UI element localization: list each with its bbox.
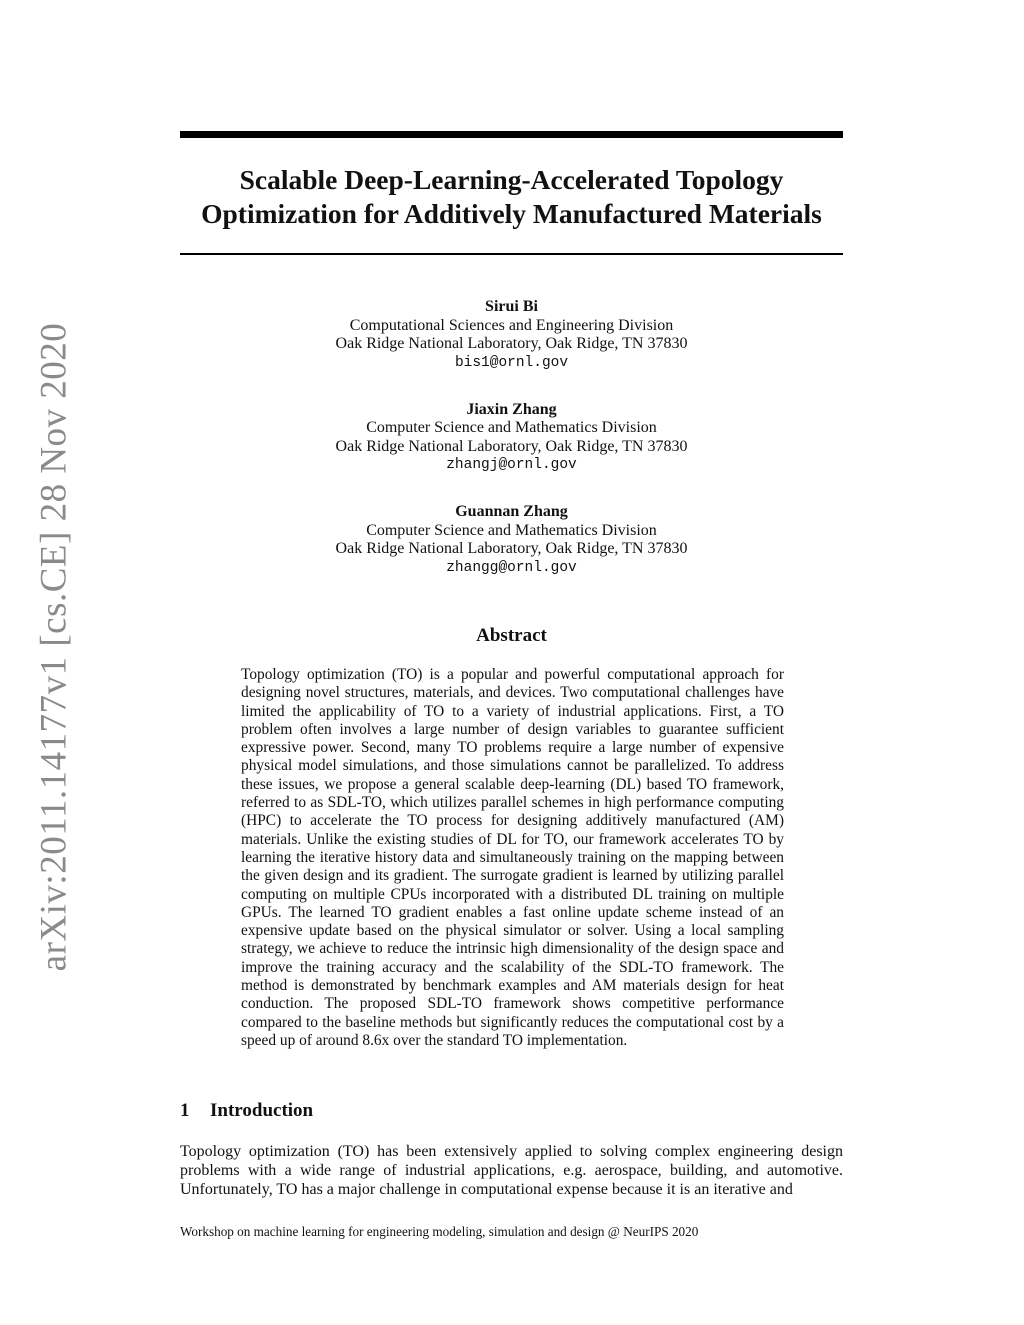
- section-title: Introduction: [210, 1100, 314, 1121]
- title-bottom-rule: [180, 253, 843, 255]
- author-lab: Oak Ridge National Laboratory, Oak Ridge, TN 37830: [335, 335, 688, 352]
- footer-venue: Workshop on machine learning for engineering modeling, simulation and design @ NeurIPS 2020: [180, 1224, 699, 1239]
- title-line-1: Scalable Deep-Learning-Accelerated Topology: [239, 164, 784, 195]
- arxiv-identifier: arXiv:2011.14177v1 [cs.CE] 28 Nov 2020: [33, 322, 75, 972]
- author-division: Computer Science and Mathematics Division: [366, 419, 657, 436]
- title-line-2: Optimization for Additively Manufactured Materials: [201, 198, 822, 229]
- author-block: [180, 503, 843, 577]
- author-block: [180, 298, 843, 372]
- section-heading: [180, 1100, 313, 1122]
- author-block: [180, 401, 843, 475]
- author-lab: Oak Ridge National Laboratory, Oak Ridge, TN 37830: [335, 540, 688, 557]
- title-top-rule: [180, 131, 843, 138]
- author-name: Guannan Zhang: [455, 503, 568, 520]
- author-name: Sirui Bi: [485, 298, 538, 315]
- author-list: [180, 298, 843, 606]
- author-email[interactable]: zhangg@ornl.gov: [446, 559, 577, 576]
- section-number: 1: [180, 1100, 190, 1121]
- paper-title: [180, 163, 843, 231]
- abstract-heading: Abstract: [476, 625, 547, 646]
- author-email[interactable]: zhangj@ornl.gov: [446, 457, 577, 473]
- author-division: Computational Sciences and Engineering Division: [349, 316, 674, 334]
- author-email[interactable]: bis1@ornl.gov: [454, 354, 569, 371]
- abstract-text: Topology optimization (TO) is a popular and powerful computational approach for designing novel structures, materials, and devices. Two computational challenges have limited the applicability of TO to a variety of industrial applications. First, a TO problem often involves a large number of design variables to guarantee sufficient expressive power. Second, many TO problems require a large number of expensive physical model simulations, and those simulations cannot be parallelized. To address these issues, we propose a general scalable deep-learning (DL) based TO framework, referred to as SDL-TO, which utilizes parallel schemes in high performance computing (HPC) to accelerate the TO process for designing additively manufactured (AM) materials. Unlike the existing studies of DL for TO, our framework accelerates TO by learning the iterative history data and simultaneously training on the mapping between the given design and its gradient. The surrogate gradient is learned by utilizing parallel computing on multiple CPUs incorporated with a distributed DL training on multiple GPUs. The learned TO gradient enables a fast online update scheme instead of an expensive update based on the physical simulator or solver. Using a local sampling strategy, we achieve to reduce the intrinsic high dimensionality of the design space and improve the training accuracy and the scalability of the SDL-TO framework. The method is demonstrated by benchmark examples and AM materials design for heat conduction. The proposed SDL-TO framework shows competitive performance compared to the baseline methods but significantly reduces the computational cost by a speed up of around 8.6x over the standard TO implementation.: [241, 666, 784, 1049]
- author-lab: Oak Ridge National Laboratory, Oak Ridge, TN 37830: [335, 437, 688, 455]
- author-division: Computer Science and Mathematics Division: [366, 521, 657, 539]
- introduction-text: Topology optimization (TO) has been extensively applied to solving complex engineering design problems with a wide range of industrial applications, e.g. aerospace, building, and automotive. Unfortunately, TO has a major challenge in computational expense because it is an iterative and: [180, 1143, 843, 1198]
- author-name: Jiaxin Zhang: [466, 400, 557, 418]
